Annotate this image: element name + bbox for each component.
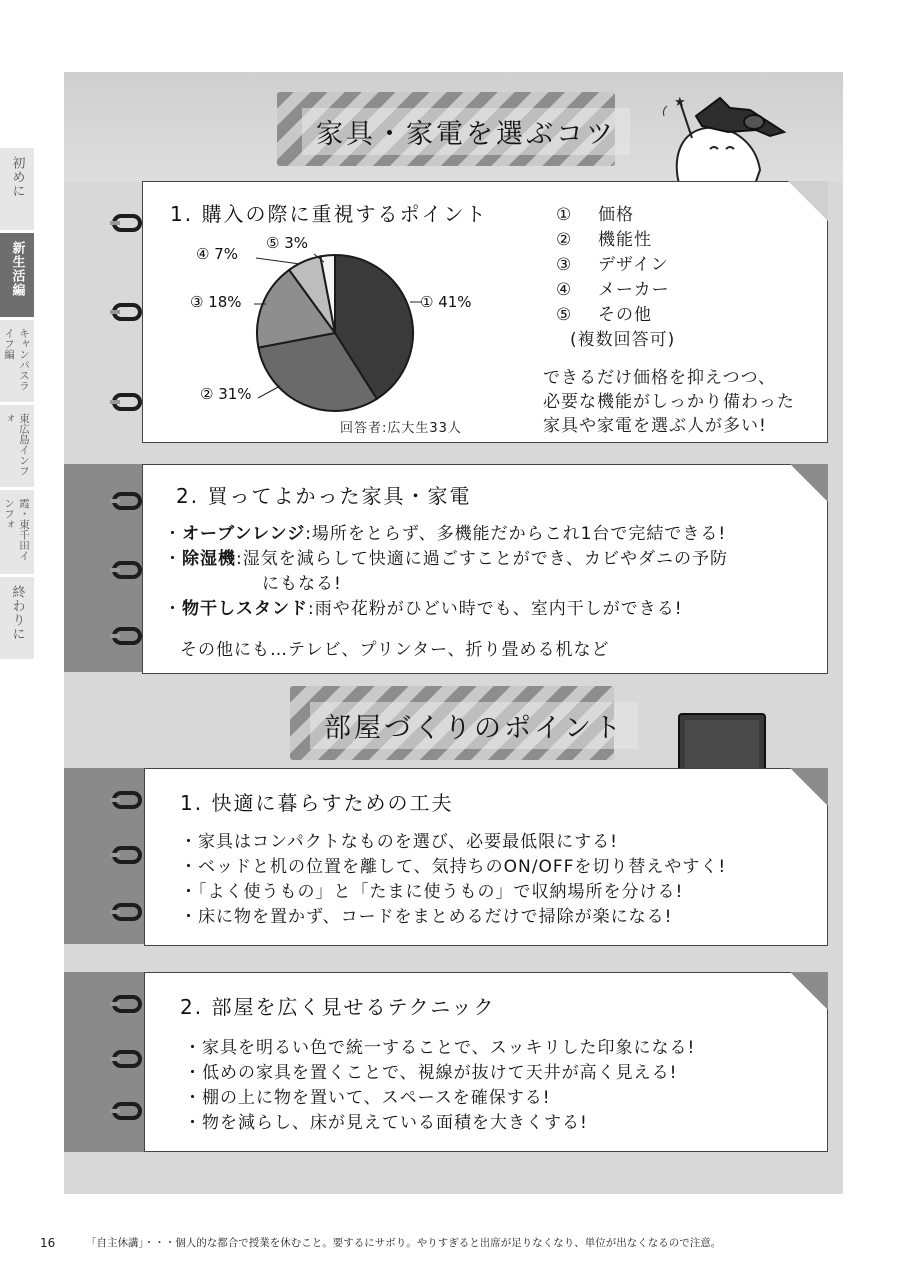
summary-line: できるだけ価格を抑えつつ、 bbox=[543, 368, 776, 388]
legend-item: ③ デザイン bbox=[556, 255, 669, 275]
list-item: ・家具はコンパクトなものを選び、必要最低限にする! bbox=[180, 832, 618, 852]
list-item: にもなる! bbox=[262, 574, 342, 594]
card-title-comfort-tips: 1. 快適に暮らすための工夫 bbox=[180, 791, 454, 815]
binder-ring bbox=[112, 561, 142, 579]
headline-furniture-tips: 家具・家電を選ぶコツ bbox=[302, 108, 630, 155]
legend-item: ④ メーカー bbox=[556, 280, 670, 300]
footer-note: 「自主休講」・・・個人的な都合で授業を休むこと。要するにサボり。やりすぎると出席が足りなくなり、単位が出なくなるので注意。 bbox=[86, 1237, 722, 1249]
witch-ghost-illustration bbox=[658, 92, 788, 187]
spacious-tips-list bbox=[184, 1036, 695, 1136]
pie-label-maker: ④ 7% bbox=[196, 245, 239, 263]
binder-ring bbox=[112, 791, 142, 809]
card-page-curl bbox=[788, 181, 828, 221]
list-item: ・物干しスタンド:雨や花粉がひどい時でも、室内干しができる! bbox=[164, 599, 683, 619]
binder-ring bbox=[112, 214, 142, 232]
list-item: ・家具を明るい色で統一することで、スッキリした印象になる! bbox=[184, 1038, 696, 1058]
list-item: ・物を減らし、床が見えている面積を大きくする! bbox=[184, 1113, 588, 1133]
binder-ring bbox=[112, 393, 142, 411]
card-title-good-purchases: 2. 買ってよかった家具・家電 bbox=[176, 484, 472, 508]
binder-ring bbox=[112, 492, 142, 510]
comfort-tips-list bbox=[180, 830, 726, 930]
list-item: ・ベッドと机の位置を離して、気持ちのON/OFFを切り替えやすく! bbox=[180, 857, 727, 877]
list-item: ・オーブンレンジ:場所をとらず、多機能だからこれ1台で完結できる! bbox=[164, 524, 727, 544]
card-title-purchase-points: 1. 購入の際に重視するポイント bbox=[170, 202, 488, 226]
side-tab-new-life[interactable]: 新生活編 bbox=[0, 233, 34, 317]
binder-ring bbox=[112, 303, 142, 321]
headline-room-points: 部屋づくりのポイント bbox=[310, 702, 638, 749]
svg-text:★: ★ bbox=[674, 95, 686, 110]
card-page-curl bbox=[790, 768, 828, 806]
respondents-note: 回答者:広大生33人 bbox=[340, 421, 462, 436]
side-tab-higashihiroshima[interactable]: 東広島インフォ bbox=[0, 405, 34, 487]
list-item: ・棚の上に物を置いて、スペースを確保する! bbox=[184, 1088, 551, 1108]
purchase-summary bbox=[543, 366, 795, 438]
legend-note: (複数回答可) bbox=[570, 330, 676, 350]
pie-label-price: ① 41% bbox=[420, 293, 472, 311]
side-tab-campus-life[interactable]: キャンパスライフ編 bbox=[0, 320, 34, 402]
card-page-curl bbox=[790, 464, 828, 502]
binder-ring bbox=[112, 846, 142, 864]
pie-label-design: ③ 18% bbox=[190, 293, 242, 311]
summary-line: 家具や家電を選ぶ人が多い! bbox=[543, 416, 767, 436]
list-item: ・低めの家具を置くことで、視線が抜けて天井が高く見える! bbox=[184, 1063, 678, 1083]
card-title-spacious-tips: 2. 部屋を広く見せるテクニック bbox=[180, 995, 496, 1019]
pie-legend bbox=[556, 203, 675, 353]
pie-label-function: ② 31% bbox=[200, 385, 252, 403]
card-page-curl bbox=[790, 972, 828, 1010]
side-index bbox=[0, 148, 34, 662]
other-items-note: その他にも…テレビ、プリンター、折り畳める机など bbox=[180, 640, 610, 660]
binder-ring bbox=[112, 1102, 142, 1120]
list-item: ・除湿機:湿気を減らして快適に過ごすことができ、カビやダニの予防 bbox=[164, 549, 729, 569]
page-number: 16 bbox=[40, 1236, 56, 1250]
pie-leader-lines bbox=[240, 250, 430, 410]
legend-item: ② 機能性 bbox=[556, 230, 652, 250]
good-purchases-list bbox=[164, 522, 728, 622]
legend-item: ① 価格 bbox=[556, 205, 634, 225]
side-tab-intro[interactable]: 初めに bbox=[0, 148, 34, 230]
side-tab-kasumi[interactable]: 霞・東千田インフォ bbox=[0, 490, 34, 574]
list-item: ・床に物を置かず、コードをまとめるだけで掃除が楽になる! bbox=[180, 907, 673, 927]
binder-ring bbox=[112, 1050, 142, 1068]
side-tab-closing[interactable]: 終わりに bbox=[0, 577, 34, 659]
binder-ring bbox=[112, 627, 142, 645]
legend-item: ⑤ その他 bbox=[556, 305, 652, 325]
binder-ring bbox=[112, 995, 142, 1013]
list-item: ・「よく使うもの」と「たまに使うもの」で収納場所を分ける! bbox=[180, 882, 684, 902]
binder-ring bbox=[112, 903, 142, 921]
pie-label-other: ⑤ 3% bbox=[266, 234, 309, 252]
summary-line: 必要な機能がしっかり備わった bbox=[543, 392, 795, 412]
